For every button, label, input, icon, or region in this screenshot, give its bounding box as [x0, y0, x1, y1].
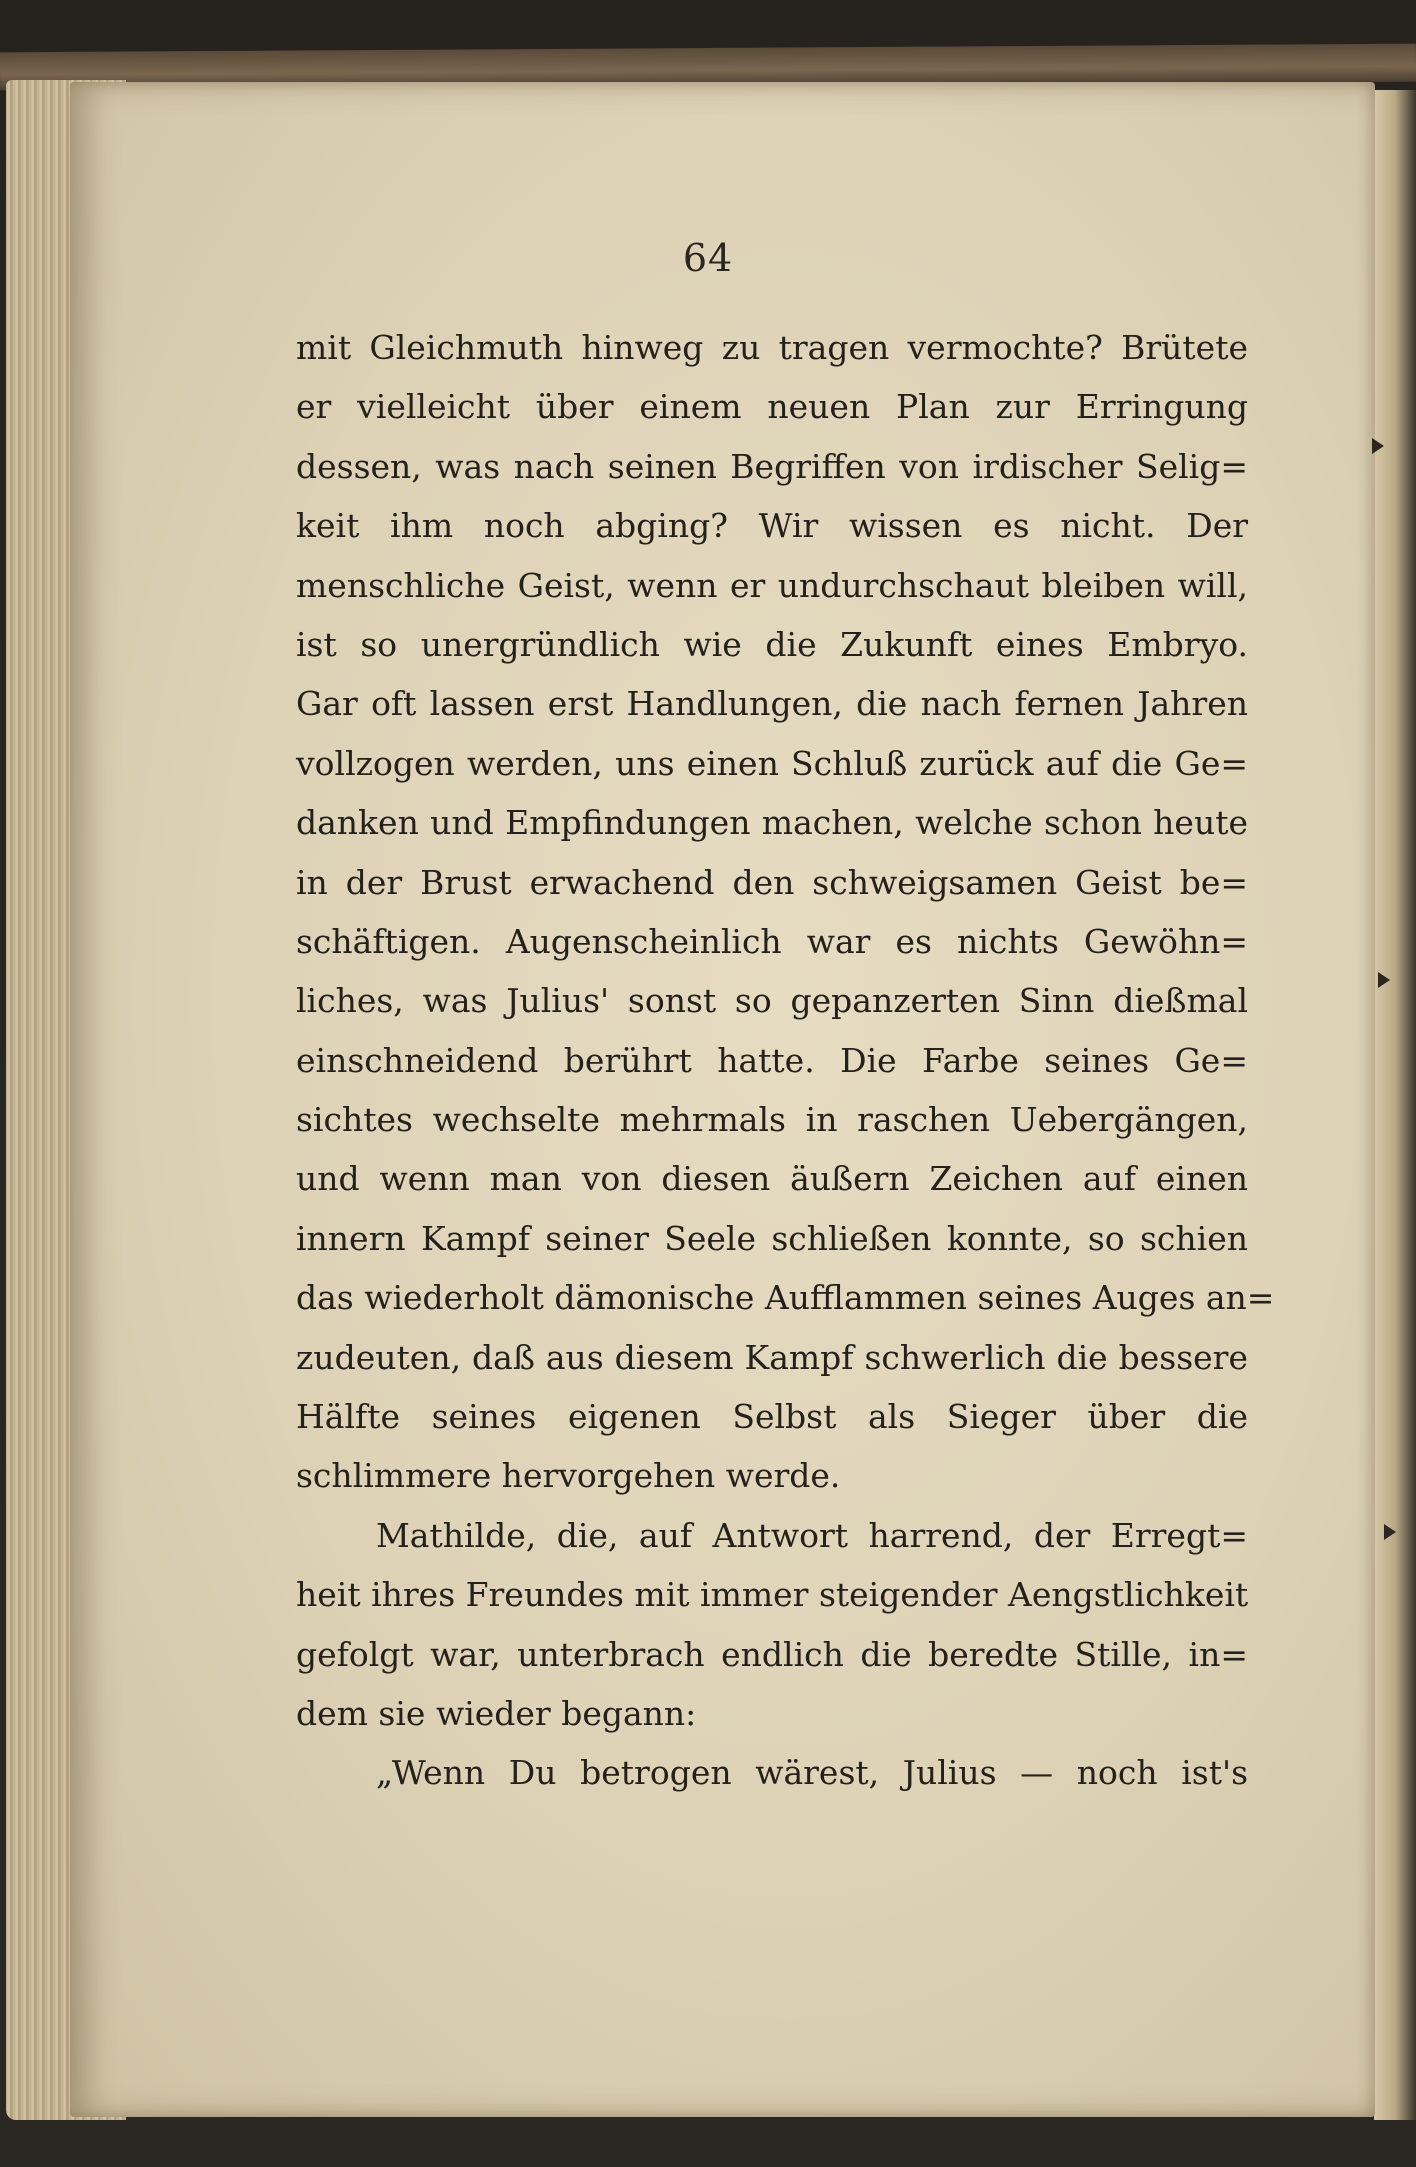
text-line: und wenn man von diesen äußern Zeichen auf einen — [296, 1159, 1248, 1199]
text-line: „Wenn Du betrogen wärest, Julius — noch ist's — [376, 1753, 1248, 1793]
margin-mark — [1384, 1524, 1396, 1540]
text-line: gefolgt war, unterbrach endlich die beredte Stille, in= — [296, 1634, 1248, 1674]
text-line: dem sie wieder begann: — [296, 1693, 697, 1733]
text-line: liches, was Julius' sonst so gepanzerten Sinn dießmal — [296, 981, 1248, 1021]
margin-mark — [1378, 972, 1390, 988]
text-line: mit Gleichmuth hinweg zu tragen vermochte? Brütete — [296, 328, 1248, 367]
text-line: Mathilde, die, auf Antwort harrend, der Erregt= — [376, 1515, 1248, 1555]
page-number: 64 — [682, 236, 734, 280]
text-line: vollzogen werden, uns einen Schluß zurück auf die Ge= — [296, 743, 1248, 783]
text-line: innern Kampf seiner Seele schließen konnte, so schien — [296, 1218, 1248, 1258]
margin-mark — [1372, 438, 1384, 454]
text-line: menschliche Geist, wenn er undurchschaut bleiben will, — [296, 565, 1248, 605]
text-line: einschneidend berührt hatte. Die Farbe seines Ge= — [296, 1040, 1248, 1080]
text-line: das wiederholt dämonische Aufflammen seines Auges an= — [296, 1278, 1275, 1318]
text-line: sichtes wechselte mehrmals in raschen Uebergängen, — [296, 1100, 1248, 1140]
text-line: in der Brust erwachend den schweigsamen Geist be= — [296, 862, 1248, 902]
text-line: schäftigen. Augenscheinlich war es nichts Gewöhn= — [296, 921, 1248, 961]
facing-page-edge — [1374, 90, 1416, 2120]
page-body-text — [296, 318, 1275, 1803]
text-line: Hälfte seines eigenen Selbst als Sieger über die — [296, 1397, 1248, 1437]
text-line: heit ihres Freundes mit immer steigender Aengstlichkeit — [296, 1575, 1249, 1615]
text-line: dessen, was nach seinen Begriffen von irdischer Selig= — [296, 446, 1248, 486]
text-line: Gar oft lassen erst Handlungen, die nach fernen Jahren — [296, 684, 1248, 724]
text-line: ist so unergründlich wie die Zukunft eines Embryo. — [296, 624, 1248, 664]
text-line: er vielleicht über einem neuen Plan zur Erringung — [296, 387, 1248, 427]
text-line: zudeuten, daß aus diesem Kampf schwerlich die bessere — [296, 1337, 1248, 1377]
text-line: keit ihm noch abging? Wir wissen es nicht. Der — [296, 506, 1248, 546]
text-line: danken und Empfindungen machen, welche schon heute — [296, 803, 1248, 843]
text-line: schlimmere hervorgehen werde. — [296, 1456, 841, 1496]
